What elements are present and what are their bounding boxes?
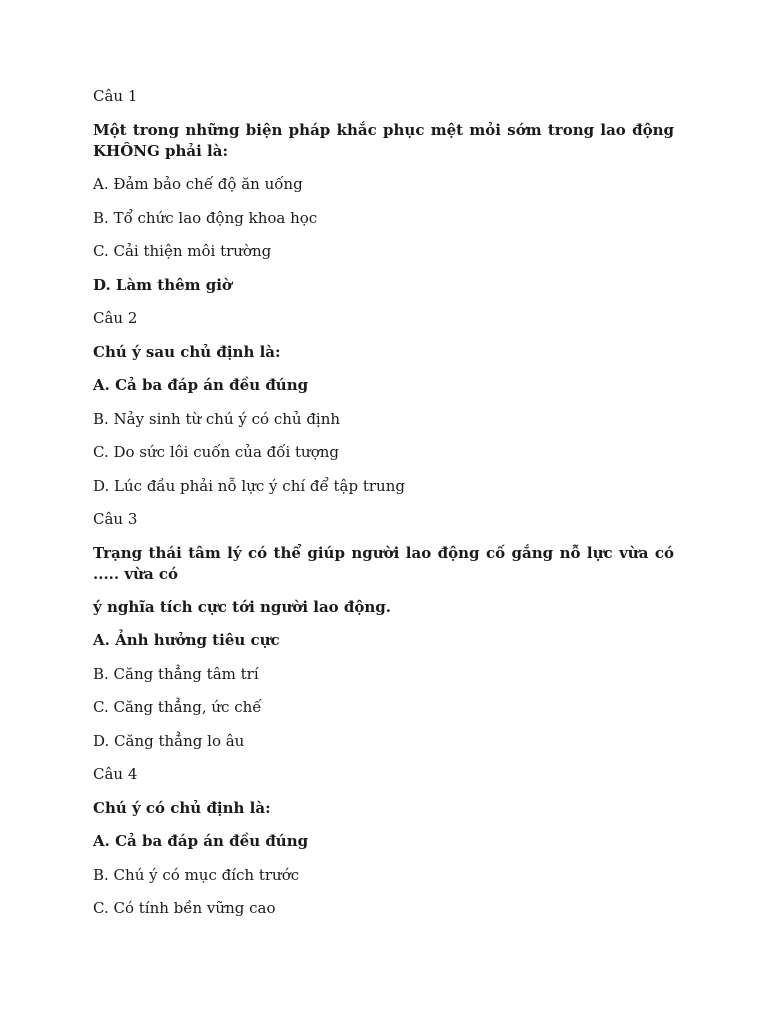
question-3: [93, 509, 674, 752]
answer-option-b: B. Tổ chức lao động khoa học: [93, 208, 318, 227]
question-label: Câu 2: [93, 309, 138, 327]
question-1: [93, 86, 674, 296]
answer-option-d: D. Làm thêm giờ: [93, 275, 232, 294]
question-2: [93, 308, 674, 497]
answer-option-b: B. Chú ý có mục đích trước: [93, 865, 300, 884]
question-text-continued: ý nghĩa tích cực tới người lao động.: [93, 597, 391, 616]
answer-option-b: B. Căng thẳng tâm trí: [93, 664, 259, 683]
answer-option-c: C. Cải thiện môi trường: [93, 242, 272, 260]
answer-option-a: A. Cả ba đáp án đều đúng: [93, 376, 309, 394]
answer-option-b: B. Nảy sinh từ chú ý có chủ định: [93, 409, 341, 428]
answer-option-a: A. Đảm bảo chế độ ăn uống: [93, 175, 303, 193]
answer-option-c: C. Do sức lôi cuốn của đối tượng: [93, 443, 339, 461]
question-label: Câu 4: [93, 765, 138, 783]
answer-option-d: D. Căng thẳng lo âu: [93, 731, 245, 750]
question-4: [93, 764, 674, 919]
answer-option-a: A. Cả ba đáp án đều đúng: [93, 832, 309, 850]
question-label: Câu 1: [93, 87, 138, 105]
answer-option-c: C. Căng thẳng, ức chế: [93, 698, 262, 716]
answer-option-c: C. Có tính bền vững cao: [93, 899, 276, 917]
question-text: Chú ý có chủ định là:: [93, 798, 271, 817]
answer-option-d: D. Lúc đầu phải nỗ lực ý chí để tập trung: [93, 476, 405, 495]
question-text: Trạng thái tâm lý có thể giúp người lao động cố gắng nỗ lực vừa có ..... vừa có: [93, 543, 674, 583]
question-text: Chú ý sau chủ định là:: [93, 342, 281, 361]
document-page: [93, 86, 674, 932]
question-text: Một trong những biện pháp khắc phục mệt mỏi sớm trong lao động KHÔNG phải là:: [93, 120, 674, 160]
answer-option-a: A. Ảnh hưởng tiêu cực: [93, 631, 280, 649]
question-label: Câu 3: [93, 510, 138, 528]
